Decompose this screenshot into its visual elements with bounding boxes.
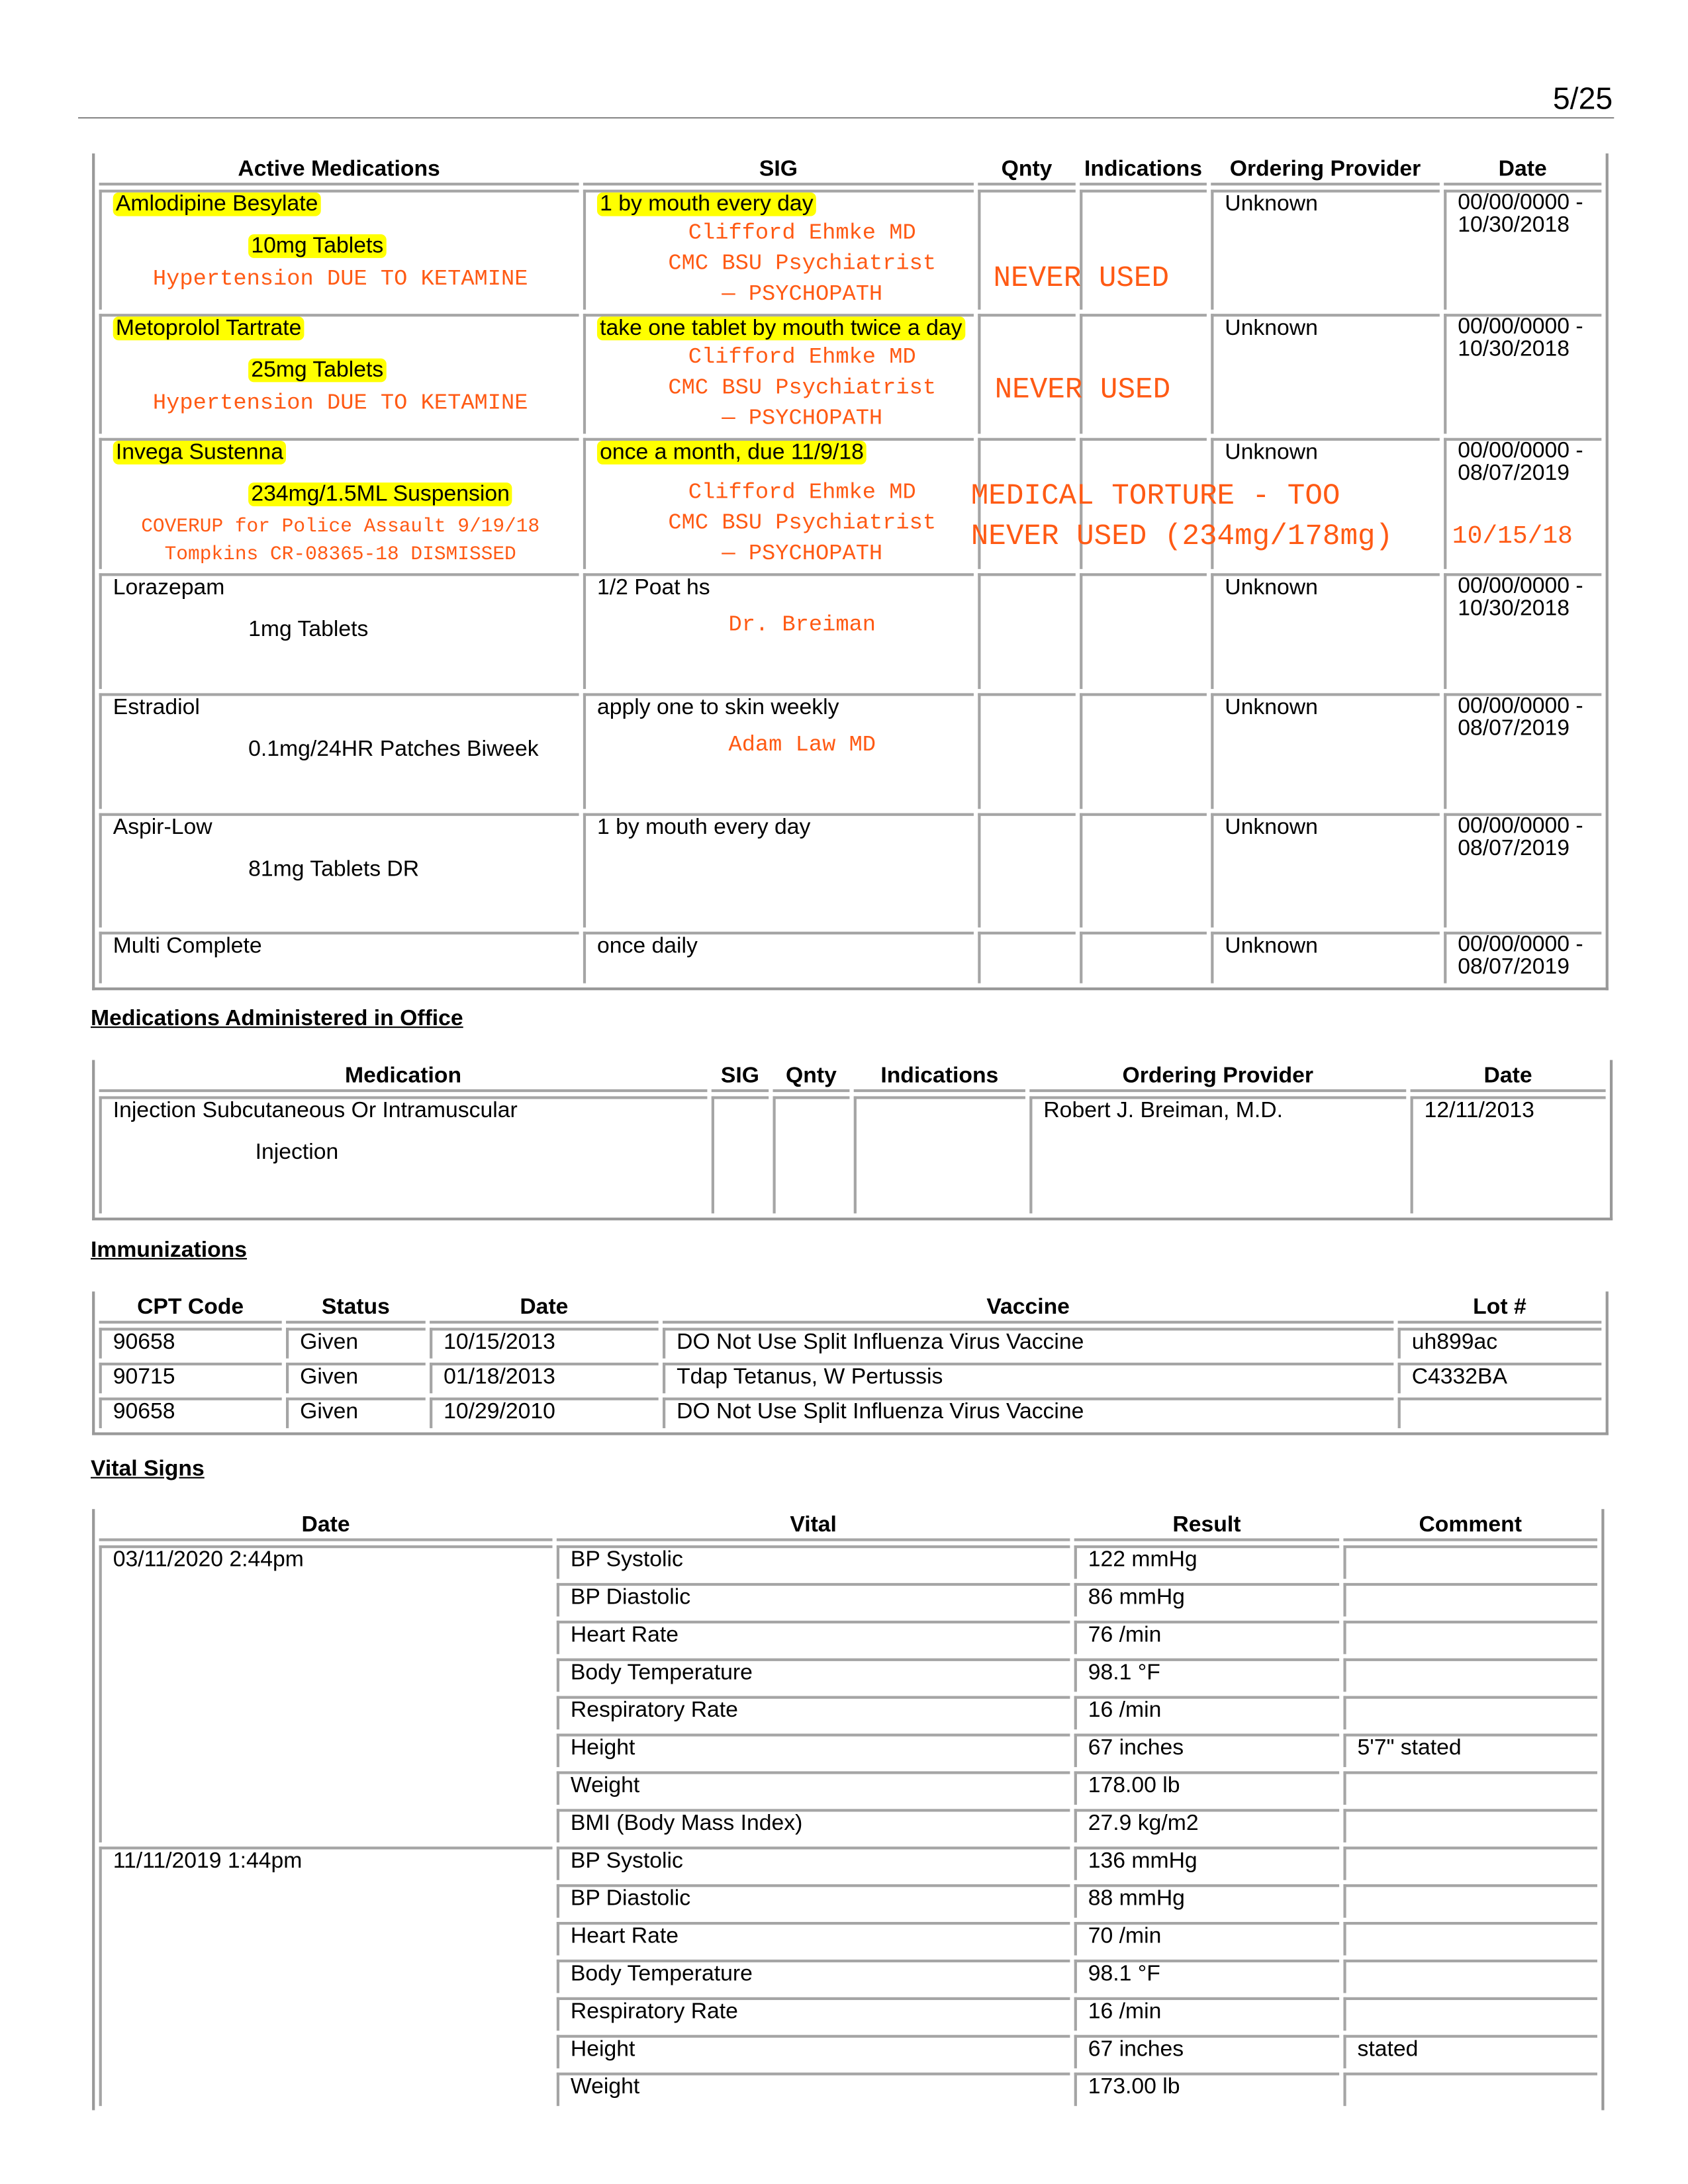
medication-name: Invega Sustenna	[113, 441, 287, 465]
date-range: 00/00/0000 - 08/07/2019	[1444, 813, 1601, 928]
quantity-cell	[978, 314, 1076, 433]
table-row	[99, 1398, 1602, 1428]
sig-text: apply one to skin weekly	[596, 696, 839, 720]
administered-medications-table	[92, 1060, 1613, 1220]
sig-cell	[583, 813, 974, 928]
quantity-cell	[978, 813, 1076, 928]
vital-date: 03/11/2020 2:44pm	[99, 1545, 553, 1843]
medication-name: Multi Complete	[113, 934, 262, 958]
column-header: Indications	[1080, 158, 1207, 185]
lot-number: C4332BA	[1398, 1363, 1602, 1393]
medication-annotation	[113, 514, 579, 569]
annotation-never-used-dosage: NEVER USED (234mg/178mg)	[970, 522, 1393, 554]
quantity-cell	[978, 573, 1076, 689]
medication-name: Amlodipine Besylate	[113, 193, 321, 216]
vital-result: 67 inches	[1074, 2035, 1339, 2069]
date-range: 00/00/0000 - 08/07/2019	[1444, 693, 1601, 809]
medication-form: Injection	[255, 1140, 339, 1165]
column-header: Date	[430, 1296, 659, 1324]
medication-name: Injection Subcutaneous Or Intramuscular	[113, 1099, 518, 1123]
vital-comment	[1343, 1960, 1597, 1993]
table-row	[99, 573, 1602, 689]
sig-text: 1/2 Poat hs	[596, 576, 710, 600]
cpt-code: 90658	[99, 1328, 282, 1358]
ordering-provider: Unknown	[1211, 314, 1440, 433]
prescriber-line: Clifford Ehmke MD	[688, 220, 916, 246]
column-header: Status	[286, 1296, 426, 1324]
prescriber-line: CMC BSU Psychiatrist	[668, 510, 937, 536]
date: 10/15/2013	[430, 1328, 659, 1358]
vital-comment	[1343, 2073, 1597, 2107]
vital-name: Body Temperature	[557, 1659, 1070, 1692]
cpt-code: 90715	[99, 1363, 282, 1393]
ordering-provider: Unknown	[1211, 932, 1440, 983]
date-range: 00/00/0000 - 10/30/2018	[1444, 190, 1601, 310]
vital-result: 86 mmHg	[1074, 1583, 1339, 1617]
sig-text: 1 by mouth every day	[596, 815, 811, 840]
ordering-provider: Unknown	[1211, 573, 1440, 689]
vital-result: 76 /min	[1074, 1621, 1339, 1655]
column-header: Qnty	[773, 1064, 849, 1092]
medication-strength	[113, 618, 579, 643]
vital-name: Respiratory Rate	[557, 1997, 1070, 2031]
ordering-provider: Unknown	[1211, 813, 1440, 928]
medication-cell	[99, 693, 579, 809]
page-number: 5/25	[1552, 81, 1613, 116]
indications-cell	[854, 1096, 1025, 1213]
prescriber-line: Clifford Ehmke MD	[688, 344, 916, 370]
prescriber-line: CMC BSU Psychiatrist	[668, 251, 937, 277]
table-row	[99, 1328, 1602, 1358]
medication-annotation	[113, 389, 579, 417]
column-header: Ordering Provider	[1029, 1064, 1406, 1092]
vital-name: BP Systolic	[557, 1846, 1070, 1880]
annotation-never-used: NEVER USED	[994, 375, 1171, 408]
medication-strength-text: 25mg Tablets	[248, 359, 386, 383]
prescriber-line: CMC BSU Psychiatrist	[668, 375, 937, 400]
indications-cell	[1080, 932, 1207, 983]
vital-name: Respiratory Rate	[557, 1696, 1070, 1730]
lot-number	[1398, 1398, 1602, 1428]
column-header: Lot #	[1398, 1296, 1602, 1324]
prescriber-line: Adam Law MD	[728, 732, 876, 758]
vital-result: 173.00 lb	[1074, 2073, 1339, 2107]
medication-cell	[99, 314, 579, 433]
sig-cell	[583, 190, 974, 310]
header-divider	[78, 117, 1614, 118]
column-header: Result	[1074, 1514, 1339, 1541]
table-row	[99, 1545, 1597, 1579]
vital-result: 16 /min	[1074, 1696, 1339, 1730]
prescriber-line: Dr. Breiman	[728, 612, 876, 638]
quantity-cell	[978, 932, 1076, 983]
sig-cell	[583, 932, 974, 983]
vital-date: 11/11/2019 1:44pm	[99, 1846, 553, 2106]
column-header: Indications	[854, 1064, 1025, 1092]
column-header: Medication	[99, 1064, 708, 1092]
vital-comment	[1343, 1545, 1597, 1579]
date-range: 00/00/0000 - 10/30/2018	[1444, 314, 1601, 433]
vital-name: BP Diastolic	[557, 1884, 1070, 1918]
vital-comment	[1343, 1696, 1597, 1730]
vital-name: Body Temperature	[557, 1960, 1070, 1993]
indications-cell	[1080, 813, 1207, 928]
column-header: Active Medications	[99, 158, 579, 185]
column-header: Vital	[557, 1514, 1070, 1541]
medication-cell	[99, 438, 579, 569]
vital-name: BP Systolic	[557, 1545, 1070, 1579]
medication-strength-text: 81mg Tablets DR	[248, 858, 420, 882]
vital-name: Heart Rate	[557, 1621, 1070, 1655]
vital-comment	[1343, 1997, 1597, 2031]
vital-comment	[1343, 1621, 1597, 1655]
vital-name: BMI (Body Mass Index)	[557, 1809, 1070, 1843]
date-cell: 12/11/2013	[1411, 1096, 1606, 1213]
date-range: 00/00/0000 - 10/30/2018	[1444, 573, 1601, 689]
vital-comment: stated	[1343, 2035, 1597, 2069]
section-title-immunizations: Immunizations	[90, 1238, 248, 1263]
vital-comment	[1343, 1922, 1597, 1956]
medication-strength-text: 1mg Tablets	[248, 617, 369, 642]
vital-comment	[1343, 1659, 1597, 1692]
vital-name: Weight	[557, 1771, 1070, 1805]
vital-name: Heart Rate	[557, 1922, 1070, 1956]
vital-result: 16 /min	[1074, 1997, 1339, 2031]
column-header: Date	[99, 1514, 553, 1541]
table-row	[99, 693, 1602, 809]
sig-text: once daily	[596, 934, 698, 958]
vital-result: 67 inches	[1074, 1733, 1339, 1767]
immunizations-table	[92, 1291, 1609, 1435]
column-header: SIG	[583, 158, 974, 185]
medication-strength	[113, 234, 579, 259]
medication-cell	[99, 1096, 708, 1213]
vital-name: Weight	[557, 2073, 1070, 2107]
prescriber-line: Clifford Ehmke MD	[688, 479, 916, 505]
vital-comment	[1343, 1771, 1597, 1805]
vital-comment	[1343, 1583, 1597, 1617]
medication-strength-text: 10mg Tablets	[248, 234, 386, 258]
sig-annotation	[597, 729, 974, 760]
table-row	[99, 1846, 1597, 1880]
vital-comment	[1343, 1846, 1597, 1880]
medication-annotation	[113, 265, 579, 293]
vital-result: 98.1 °F	[1074, 1960, 1339, 1993]
annotation-line: COVERUP for Police Assault 9/19/18	[141, 516, 540, 539]
sig-cell	[583, 438, 974, 569]
column-header: Ordering Provider	[1211, 158, 1440, 185]
medication-name: Aspir-Low	[113, 815, 212, 840]
annotation-line: Tompkins CR-08365-18 DISMISSED	[164, 543, 516, 567]
vaccine: DO Not Use Split Influenza Virus Vaccine	[663, 1398, 1393, 1428]
quantity-cell	[978, 693, 1076, 809]
indications-cell	[1080, 573, 1207, 689]
medication-strength-text: 234mg/1.5ML Suspension	[248, 482, 512, 506]
qnty-cell	[773, 1096, 849, 1213]
vaccine: DO Not Use Split Influenza Virus Vaccine	[663, 1328, 1393, 1358]
sig-cell	[712, 1096, 769, 1213]
prescriber-line: — PSYCHOPATH	[722, 281, 883, 307]
sig-annotation	[597, 477, 974, 569]
medication-strength	[113, 738, 579, 763]
column-header: SIG	[712, 1064, 769, 1092]
annotation-line: Hypertension DUE TO KETAMINE	[152, 266, 528, 292]
prescriber-line: — PSYCHOPATH	[722, 541, 883, 567]
vital-result: 27.9 kg/m2	[1074, 1809, 1339, 1843]
vaccine: Tdap Tetanus, W Pertussis	[663, 1363, 1393, 1393]
table-row	[99, 1363, 1602, 1393]
ordering-provider: Unknown	[1211, 693, 1440, 809]
vital-name: BP Diastolic	[557, 1583, 1070, 1617]
medication-cell	[99, 813, 579, 928]
vital-result: 122 mmHg	[1074, 1545, 1339, 1579]
sig-text: once a month, due 11/9/18	[597, 441, 867, 465]
vital-name: Height	[557, 1733, 1070, 1767]
medication-strength-text: 0.1mg/24HR Patches Biweek	[248, 737, 539, 762]
medication-strength	[113, 359, 579, 384]
vital-signs-table	[92, 1509, 1604, 2110]
medication-strength	[113, 858, 579, 883]
sig-cell	[583, 573, 974, 689]
column-header: Qnty	[978, 158, 1076, 185]
annotation-medical-torture: MEDICAL TORTURE - TOO	[970, 481, 1340, 514]
prescriber-line: — PSYCHOPATH	[722, 406, 883, 432]
sig-annotation	[597, 341, 974, 433]
table-row	[99, 314, 1602, 433]
date-range: 00/00/0000 - 08/07/2019	[1444, 932, 1601, 983]
annotation-line: Hypertension DUE TO KETAMINE	[152, 390, 528, 416]
medication-name: Estradiol	[113, 696, 200, 720]
annotation-never-used: NEVER USED	[993, 263, 1170, 296]
column-header: Date	[1444, 158, 1601, 185]
annotation-date: 10/15/18	[1452, 523, 1573, 551]
vital-result: 98.1 °F	[1074, 1659, 1339, 1692]
status: Given	[286, 1328, 426, 1358]
vital-result: 136 mmHg	[1074, 1846, 1339, 1880]
date-range: 00/00/0000 - 08/07/2019	[1444, 438, 1601, 569]
status: Given	[286, 1398, 426, 1428]
column-header: Date	[1411, 1064, 1606, 1092]
column-header: Vaccine	[663, 1296, 1393, 1324]
vital-comment	[1343, 1884, 1597, 1918]
vital-name: Height	[557, 2035, 1070, 2069]
indications-cell	[1080, 693, 1207, 809]
medication-cell	[99, 573, 579, 689]
section-title-administered: Medications Administered in Office	[90, 1007, 463, 1031]
medication-strength	[113, 482, 579, 508]
ordering-provider: Unknown	[1211, 438, 1440, 569]
sig-cell	[583, 693, 974, 809]
column-header: Comment	[1343, 1514, 1597, 1541]
ordering-provider: Unknown	[1211, 190, 1440, 310]
vital-result: 178.00 lb	[1074, 1771, 1339, 1805]
section-title-vital-signs: Vital Signs	[90, 1457, 205, 1482]
date: 10/29/2010	[430, 1398, 659, 1428]
provider-cell: Robert J. Breiman, M.D.	[1029, 1096, 1406, 1213]
sig-text: take one tablet by mouth twice a day	[597, 316, 965, 340]
lot-number: uh899ac	[1398, 1328, 1602, 1358]
indications-cell	[1080, 314, 1207, 433]
medication-cell	[99, 190, 579, 310]
active-medications-table	[92, 154, 1609, 990]
vital-comment	[1343, 1809, 1597, 1843]
medication-cell	[99, 932, 579, 983]
table-row	[99, 813, 1602, 928]
table-row	[99, 932, 1602, 983]
table-row	[99, 190, 1602, 310]
medication-name: Lorazepam	[113, 576, 225, 600]
medication-name: Metoprolol Tartrate	[113, 316, 305, 340]
table-row	[99, 1096, 1606, 1213]
sig-text: 1 by mouth every day	[597, 193, 816, 216]
vital-result: 88 mmHg	[1074, 1884, 1339, 1918]
status: Given	[286, 1363, 426, 1393]
vital-result: 70 /min	[1074, 1922, 1339, 1956]
column-header: CPT Code	[99, 1296, 282, 1324]
date: 01/18/2013	[430, 1363, 659, 1393]
cpt-code: 90658	[99, 1398, 282, 1428]
vital-comment: 5'7" stated	[1343, 1733, 1597, 1767]
sig-annotation	[597, 218, 974, 310]
sig-annotation	[597, 610, 974, 640]
sig-cell	[583, 314, 974, 433]
